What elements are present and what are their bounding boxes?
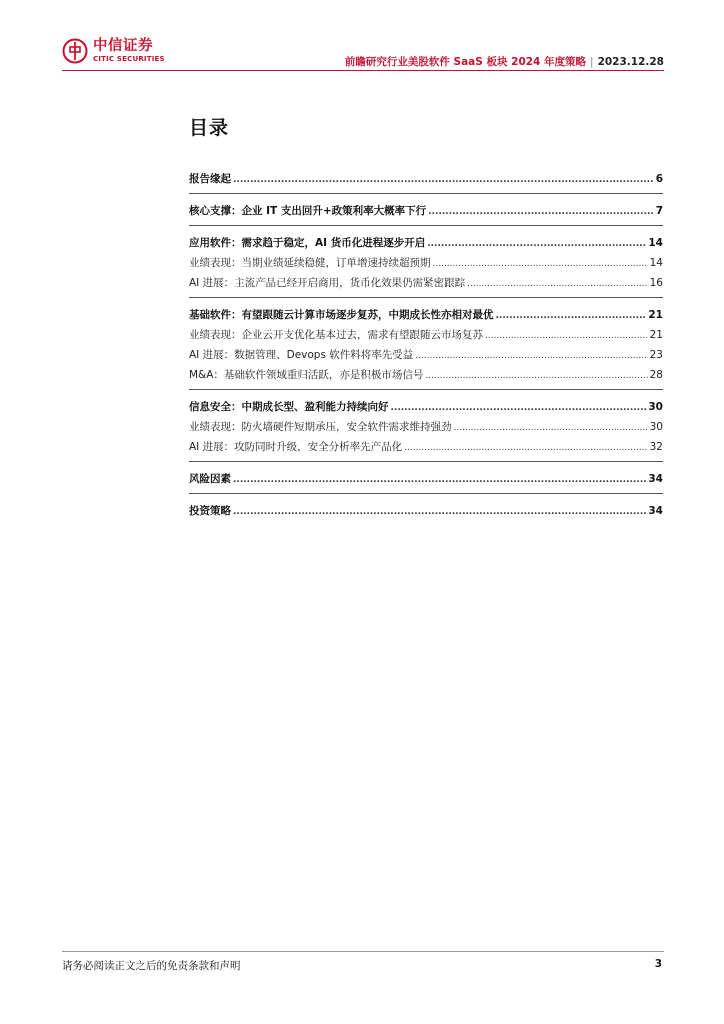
report-date: 2023.12.28	[597, 56, 664, 68]
toc-entry-label: 业绩表现：防火墙硬件短期承压，安全软件需求维持强劲	[189, 421, 452, 433]
report-title: 前瞻研究行业美股软件 SaaS 板块 2024 年度策略	[344, 56, 587, 68]
toc-entry-label: 风险因素	[189, 473, 231, 485]
toc-entry-page: 6	[655, 173, 663, 185]
toc-entry-label: AI 进展：数据管理、Devops 软件料将率先受益	[189, 349, 414, 361]
citic-logo	[62, 38, 165, 64]
toc-group	[189, 503, 663, 525]
table-of-contents	[189, 171, 663, 534]
toc-group	[189, 235, 663, 298]
toc-leader-dots	[415, 351, 647, 361]
toc-leader-dots	[433, 259, 648, 269]
toc-entry-label: 核心支撑：企业 IT 支出回升+政策利率大概率下行	[189, 205, 427, 217]
toc-entry-page: 23	[649, 349, 663, 361]
toc-entry-page: 30	[649, 421, 663, 433]
toc-entry-label: 投资策略	[189, 505, 231, 517]
toc-leader-dots	[391, 403, 647, 413]
footer-divider	[62, 951, 664, 952]
toc-leader-dots	[233, 475, 646, 485]
toc-leader-dots	[404, 443, 648, 453]
report-header-info	[345, 54, 664, 69]
toc-entry-page: 14	[648, 237, 663, 249]
toc-entry-label: 业绩表现：当期业绩延续稳健，订单增速持续超预期	[189, 257, 431, 269]
toc-entry-label: AI 进展：主流产品已经开启商用，货币化效果仍需紧密跟踪	[189, 277, 466, 289]
toc-entry-label: AI 进展：攻防同时升级，安全分析率先产品化	[189, 441, 403, 453]
toc-entry-page: 14	[649, 257, 663, 269]
logo-chinese-name: 中信证券	[93, 38, 153, 55]
toc-entry-section[interactable]	[189, 203, 663, 223]
toc-entry-section[interactable]	[189, 399, 663, 419]
toc-entry-label: 信息安全：中期成长型、盈利能力持续向好	[189, 401, 389, 413]
toc-entry-subsection[interactable]	[189, 419, 663, 439]
toc-entry-page: 21	[648, 309, 663, 321]
toc-leader-dots	[467, 279, 648, 289]
toc-entry-subsection[interactable]	[189, 327, 663, 347]
toc-entry-section[interactable]	[189, 471, 663, 491]
page-header	[0, 0, 724, 80]
toc-entry-section[interactable]	[189, 503, 663, 523]
toc-leader-dots	[427, 239, 646, 249]
toc-group	[189, 399, 663, 462]
toc-entry-subsection[interactable]	[189, 367, 663, 387]
header-separator: |	[590, 56, 594, 68]
toc-leader-dots	[496, 311, 647, 321]
toc-entry-label: 应用软件：需求趋于稳定，AI 货币化进程逐步开启	[189, 237, 426, 249]
citic-logo-icon	[62, 38, 88, 64]
toc-entry-page: 21	[649, 329, 663, 341]
header-divider	[62, 70, 664, 71]
toc-entry-section[interactable]	[189, 307, 663, 327]
toc-entry-section[interactable]	[189, 235, 663, 255]
toc-entry-page: 16	[649, 277, 663, 289]
toc-entry-page: 34	[648, 505, 663, 517]
toc-entry-label: 基础软件：有望跟随云计算市场逐步复苏，中期成长性亦相对最优	[189, 309, 494, 321]
logo-english-name: CITIC SECURITIES	[93, 54, 165, 63]
toc-entry-page: 32	[649, 441, 663, 453]
page-number: 3	[654, 958, 662, 970]
toc-leader-dots	[425, 371, 647, 381]
toc-group	[189, 471, 663, 494]
toc-leader-dots	[485, 331, 648, 341]
toc-leader-dots	[454, 423, 648, 433]
toc-group	[189, 171, 663, 194]
toc-entry-subsection[interactable]	[189, 347, 663, 367]
footer-disclaimer: 请务必阅读正文之后的免责条款和声明	[62, 960, 241, 972]
toc-entry-subsection[interactable]	[189, 439, 663, 459]
toc-entry-page: 7	[655, 205, 663, 217]
toc-entry-section[interactable]	[189, 171, 663, 191]
toc-leader-dots	[233, 175, 654, 185]
toc-entry-page: 30	[648, 401, 663, 413]
toc-entry-label: 报告缘起	[189, 173, 231, 185]
toc-entry-subsection[interactable]	[189, 255, 663, 275]
toc-entry-label: 业绩表现：企业云开支优化基本过去，需求有望跟随云市场复苏	[189, 329, 483, 341]
toc-entry-label: M&A：基础软件领域重归活跃，亦是积极市场信号	[189, 369, 424, 381]
toc-title: 目录	[189, 117, 230, 139]
toc-entry-page: 28	[649, 369, 663, 381]
toc-entry-subsection[interactable]	[189, 275, 663, 295]
toc-leader-dots	[233, 507, 646, 517]
toc-group	[189, 203, 663, 226]
toc-entry-page: 34	[648, 473, 663, 485]
toc-group	[189, 307, 663, 390]
toc-leader-dots	[428, 207, 654, 217]
